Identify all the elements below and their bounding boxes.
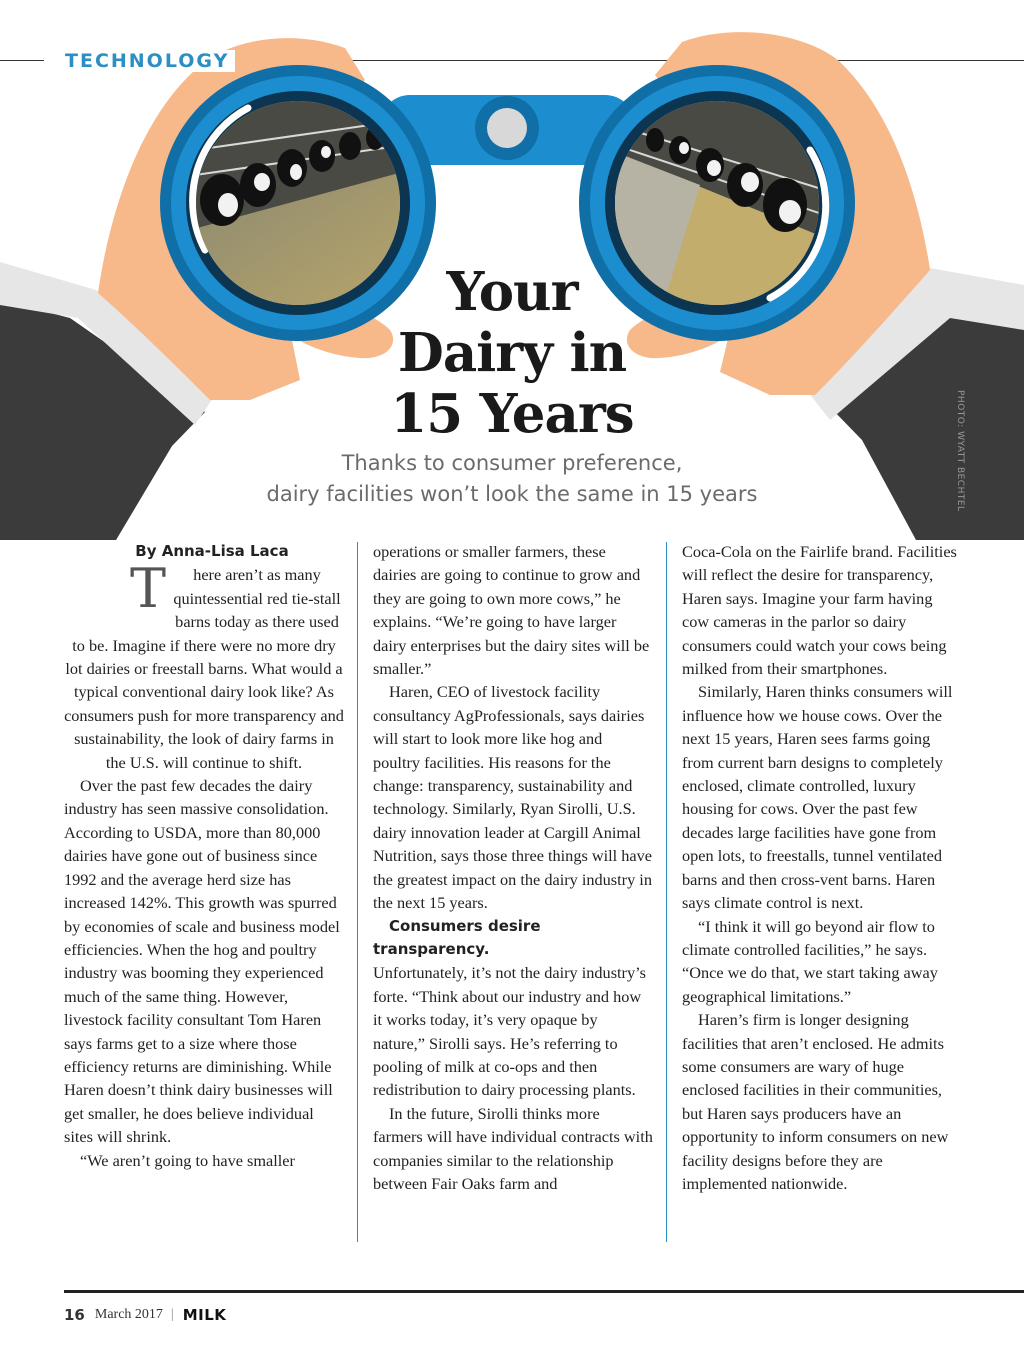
drop-cap: T bbox=[130, 557, 167, 621]
title-line: Your bbox=[446, 261, 578, 323]
article-paragraph: In the future, Sirolli thinks more farmers will have individual contracts with companies similar to the relationship between Fair Oaks farm and bbox=[373, 1103, 653, 1193]
article-paragraph: Haren, CEO of livestock facility consultancy AgProfessionals, says dairies will start to look more like hog and poultry facilities. His reasons for the change: transparency, sustainability and technology. Similarly, Ryan Sirolli, U.S. dairy innovation leader at Cargill Animal Nutrition, says those three things will have the greatest impact on the dairy industry in the next 15 years. bbox=[373, 682, 652, 913]
article-paragraph: “We aren’t going to have smaller bbox=[80, 1150, 295, 1170]
issue-date: March 2017 bbox=[94, 1307, 163, 1322]
article-paragraph: operations or smaller farmers, these dairies are going to continue to grow and they are going to own more cows,” he explains. “We’re going to have larger dairy enterprises but the dairy sites will be smaller.” bbox=[373, 542, 650, 679]
column-divider bbox=[666, 542, 667, 1242]
deck-line: Thanks to consumer preference, bbox=[341, 451, 683, 475]
article-paragraph: Unfortunately, it’s not the dairy industry’s forte. “Think about our industry and how it works today, it’s very opaque by nature,” Sirolli says. He’s referring to pooling of milk at co-ops and then redistribution to dairy processing plants. bbox=[373, 963, 646, 1100]
article-paragraph: Haren’s firm is longer designing facilities that aren’t enclosed. He admits some consumers are wary of huge enclosed facilities in their communities, but Haren says producers have an opportunity to inform consumers on new facility designs before they are implemented nationwide. bbox=[682, 1010, 949, 1193]
section-label: TECHNOLOGY bbox=[65, 50, 235, 72]
article-paragraph: “I think it will go beyond air flow to climate controlled facilities,” he says. “Once we do that, we start taking away geographical limitations.” bbox=[682, 916, 938, 1006]
column-divider bbox=[357, 542, 358, 1242]
article-column-3 bbox=[682, 540, 962, 1195]
page-footer bbox=[64, 1306, 226, 1324]
article-paragraph: Coca-Cola on the Fairlife brand. Facilities will reflect the desire for transparency, Haren says. Imagine your farm having cow cameras in the parlor so dairy consumers could watch your cows being milked from their smartphones. bbox=[682, 542, 957, 679]
byline: By Anna-Lisa Laca bbox=[135, 542, 289, 560]
article-title bbox=[312, 262, 712, 445]
footer-rule bbox=[64, 1290, 1024, 1293]
magazine-logo: MILK bbox=[182, 1306, 227, 1324]
photo-credit: PHOTO: WYATT BECHTEL bbox=[955, 390, 965, 512]
article-paragraph: Similarly, Haren thinks consumers will influence how we house cows. Over the next 15 years, Haren sees farms going from current barn designs to completely enclosed, climate controlled, luxury housing for cows. Over the past few decades large facilities have gone from open lots, to freestalls, tunnel ventilated barns and then cross-vent barns. Haren says climate control is next. bbox=[682, 682, 953, 913]
article-paragraph: Over the past few decades the dairy industry has seen massive consolidation. According to USDA, more than 80,000 dairies have gone out of business since 1992 and the average herd size has increased 142%. This growth was spurred by economies of scale and business model efficiencies. When the hog and poultry industry was booming they experienced much of the same thing. However, livestock facility consultant Tom Haren says farms get to a size where those efficiency returns are diminishing. While Haren doesn’t think dairy businesses will get smaller, he does believe individual sites will shrink. bbox=[64, 776, 340, 1147]
article-deck bbox=[160, 448, 864, 510]
article-column-1 bbox=[64, 540, 344, 1172]
subheading: Consumers desire transparency. bbox=[373, 916, 541, 958]
article-column-2 bbox=[373, 540, 653, 1195]
deck-line: dairy facilities won’t look the same in 15 years bbox=[266, 482, 758, 506]
page-number: 16 bbox=[64, 1306, 85, 1324]
title-line: Dairy in bbox=[397, 322, 627, 384]
footer-separator: | bbox=[170, 1307, 174, 1322]
title-line: 15 Years bbox=[390, 383, 634, 445]
article-paragraph: T here aren’t as many quintessential red tie-stall barns today as there used to be. Imagine if there were no more dry lot dairies or freestall barns. What would a typical conventional dairy look like? As consumers push for more transparency and sustainability, the look of dairy farms in the U.S. will continue to shift. bbox=[64, 557, 344, 772]
